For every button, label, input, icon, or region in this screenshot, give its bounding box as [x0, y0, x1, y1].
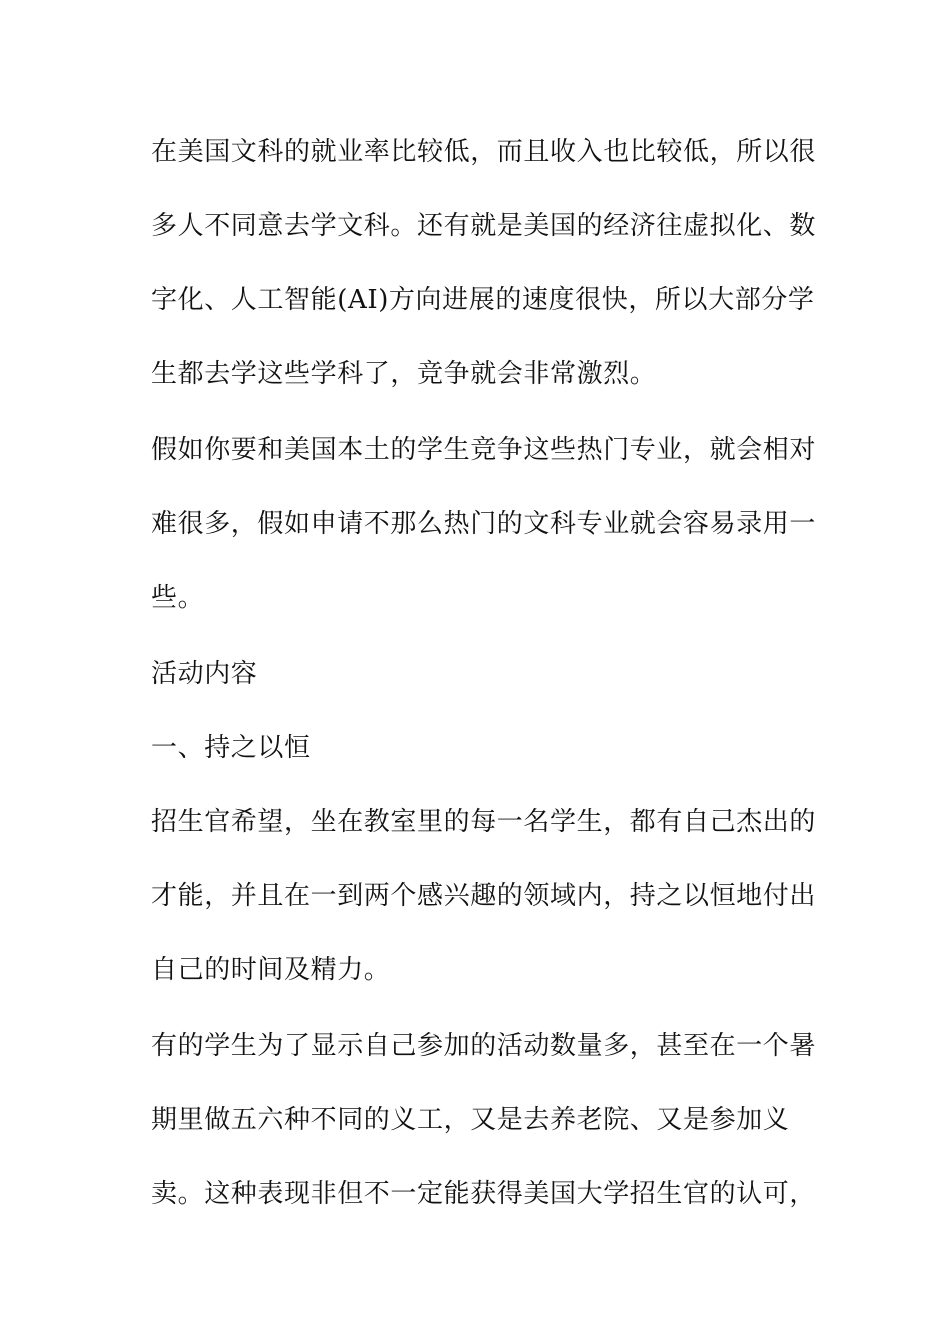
paragraph-1-line-2: 多人不同意去学文科。还有就是美国的经济往虚拟化、数 — [151, 211, 817, 241]
paragraph-2-line-3: 些。 — [151, 583, 205, 613]
subheading: 一、持之以恒 — [151, 733, 311, 763]
paragraph-3-line-2: 才能，并且在一到两个感兴趣的领域内，持之以恒地付出 — [151, 881, 817, 911]
paragraph-4-line-2: 期里做五六种不同的义工，又是去养老院、又是参加义 — [151, 1105, 790, 1135]
paragraph-1-line-4: 生都去学这些学科了，竞争就会非常激烈。 — [151, 359, 657, 389]
paragraph-4-line-3: 卖。这种表现非但不一定能获得美国大学招生官的认可， — [151, 1179, 817, 1209]
paragraph-1-line-1: 在美国文科的就业率比较低，而且收入也比较低，所以很 — [151, 137, 817, 167]
paragraph-3-line-3: 自己的时间及精力。 — [151, 955, 391, 985]
paragraph-2-line-2: 难很多，假如申请不那么热门的文科专业就会容易录用一 — [151, 509, 817, 539]
section-heading: 活动内容 — [151, 659, 258, 689]
paragraph-1-line-3: 字化、人工智能(AI)方向进展的速度很快，所以大部分学 — [151, 285, 815, 315]
paragraph-4-line-1: 有的学生为了显示自己参加的活动数量多，甚至在一个暑 — [151, 1031, 817, 1061]
paragraph-2-line-1: 假如你要和美国本土的学生竞争这些热门专业，就会相对 — [151, 435, 817, 465]
paragraph-3-line-1: 招生官希望，坐在教室里的每一名学生，都有自己杰出的 — [151, 807, 817, 837]
